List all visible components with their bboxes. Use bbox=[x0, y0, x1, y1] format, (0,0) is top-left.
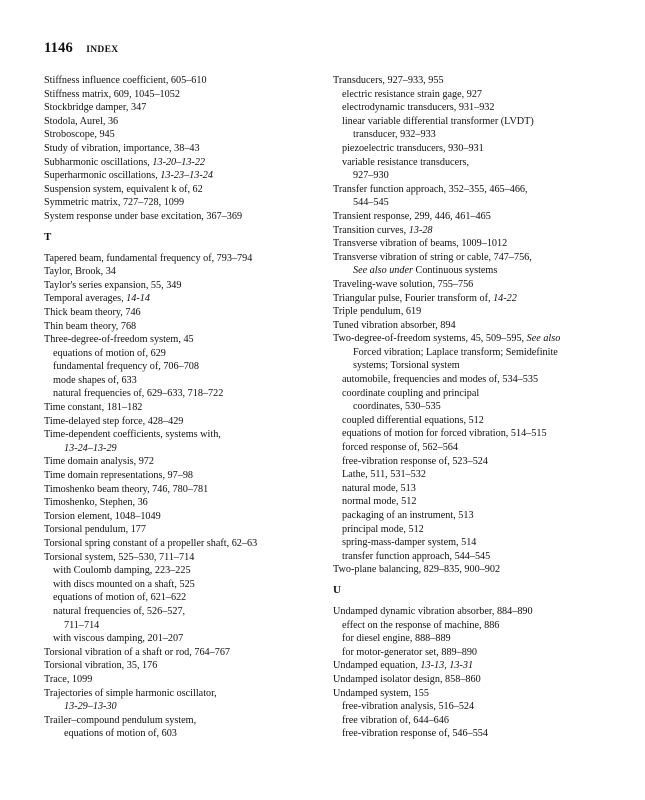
index-entry-text: Symmetric matrix, 727–728, 1099 bbox=[44, 197, 185, 209]
index-entry bbox=[333, 128, 633, 142]
index-entry bbox=[44, 265, 334, 279]
index-entry-text: Stockbridge damper, 347 bbox=[44, 102, 147, 114]
index-entry-text: Stroboscope, 945 bbox=[44, 129, 115, 141]
index-entry bbox=[333, 115, 633, 129]
index-entry-text: variable resistance transducers, bbox=[342, 156, 470, 168]
index-entry bbox=[44, 128, 334, 142]
index-entry bbox=[333, 455, 633, 469]
index-entry bbox=[333, 224, 633, 238]
index-entry-text: Torsional pendulum, 177 bbox=[44, 524, 146, 536]
index-entry bbox=[333, 387, 633, 401]
index-entry bbox=[44, 210, 334, 224]
index-entry bbox=[44, 591, 334, 605]
index-entry-text: coordinates, 530–535 bbox=[353, 401, 441, 413]
index-entry-italic: 13-28 bbox=[408, 224, 433, 236]
index-entry-text: Torsional system, 525–530, 711–714 bbox=[44, 551, 195, 563]
index-entry-text: Two-plane balancing, 829–835, 900–902 bbox=[333, 564, 501, 576]
index-entry-text: with discs mounted on a shaft, 525 bbox=[53, 578, 195, 590]
index-entry-text: free-vibration response of, 546–554 bbox=[342, 728, 488, 740]
index-entry bbox=[44, 564, 334, 578]
index-entry-text: Taylor's series expansion, 55, 349 bbox=[44, 279, 182, 291]
index-entry bbox=[333, 278, 633, 292]
index-entry-text: Thick beam theory, 746 bbox=[44, 306, 141, 318]
index-column-left bbox=[44, 74, 334, 741]
index-entry-text: Triangular pulse, Fourier transform of, bbox=[333, 292, 494, 304]
index-entry-text: Timoshenko, Stephen, 36 bbox=[44, 497, 148, 509]
index-entry bbox=[44, 156, 334, 170]
index-entry-text: transducer, 932–933 bbox=[353, 129, 436, 141]
index-entry-text: Trailer–compound pendulum system, bbox=[44, 714, 197, 726]
index-entry bbox=[44, 360, 334, 374]
index-entry bbox=[333, 509, 633, 523]
index-entry-text: spring-mass-damper system, 514 bbox=[342, 537, 477, 549]
index-entry-text: Forced vibration; Laplace transform; Semidefinite bbox=[353, 346, 558, 358]
index-entry-text: packaging of an instrument, 513 bbox=[342, 510, 474, 521]
index-entry-text: Temporal averages, bbox=[44, 293, 127, 305]
index-entry bbox=[44, 605, 334, 619]
index-entry-text: Transducers, 927–933, 955 bbox=[333, 75, 444, 86]
index-entry bbox=[333, 373, 633, 387]
index-entry-italic: 14-22 bbox=[493, 292, 517, 304]
index-entry-text: electrodynamic transducers, 931–932 bbox=[342, 102, 495, 114]
index-entry-text: with Coulomb damping, 223–225 bbox=[53, 565, 191, 577]
section-letter: U bbox=[333, 583, 341, 596]
index-entry-text: Suspension system, equivalent k of, 62 bbox=[44, 183, 203, 195]
index-entry-text: Transfer function approach, 352–355, 465–466, bbox=[333, 183, 528, 195]
index-entry-text: automobile, frequencies and modes of, 534–535 bbox=[342, 374, 539, 386]
index-entry bbox=[44, 483, 334, 497]
index-entry bbox=[44, 727, 334, 741]
index-entry bbox=[44, 700, 334, 714]
index-entry bbox=[333, 169, 633, 183]
index-entry bbox=[44, 455, 334, 469]
index-entry bbox=[333, 441, 633, 455]
index-column-right bbox=[333, 74, 633, 741]
index-entry-text: Transient response, 299, 446, 461–465 bbox=[333, 210, 491, 222]
index-entry bbox=[333, 414, 633, 428]
index-entry bbox=[44, 347, 334, 361]
index-entry bbox=[333, 251, 633, 265]
index-entry-text: Time-dependent coefficients, systems with, bbox=[44, 429, 221, 441]
index-entry bbox=[44, 578, 334, 592]
index-entry bbox=[44, 292, 334, 306]
page-number: 1146 bbox=[44, 40, 73, 56]
index-entry bbox=[44, 320, 334, 334]
index-entry-text: 927–930 bbox=[353, 170, 389, 182]
index-entry-text: equations of motion of, 629 bbox=[53, 347, 166, 359]
index-entry bbox=[333, 700, 633, 714]
index-entry-text: Triple pendulum, 619 bbox=[333, 306, 422, 318]
index-entry bbox=[333, 468, 633, 482]
index-entry bbox=[44, 279, 334, 293]
index-entry-italic: 14-14 bbox=[126, 293, 150, 305]
index-entry bbox=[333, 319, 633, 333]
index-entry bbox=[44, 306, 334, 320]
index-entry bbox=[333, 292, 633, 306]
index-entry bbox=[333, 210, 633, 224]
index-entry-text: Three-degree-of-freedom system, 45 bbox=[44, 334, 194, 346]
index-entry bbox=[44, 415, 334, 429]
index-entry-text: 711–714 bbox=[64, 619, 100, 631]
index-entry bbox=[333, 727, 633, 741]
index-entry bbox=[44, 659, 334, 673]
index-entry bbox=[333, 183, 633, 197]
index-entry bbox=[44, 619, 334, 633]
index-entry-text: Transition curves, bbox=[333, 224, 409, 236]
index-entry-text: System response under base excitation, 367–369 bbox=[44, 210, 243, 222]
index-entry-text: Torsional vibration of a shaft or rod, 764–767 bbox=[44, 646, 231, 658]
index-entry-text: , bbox=[444, 660, 450, 672]
index-entry-text: Trajectories of simple harmonic oscillator, bbox=[44, 687, 217, 699]
index-entry-text: Tuned vibration absorber, 894 bbox=[333, 319, 456, 331]
index-entry bbox=[333, 427, 633, 441]
running-head: INDEX bbox=[86, 45, 119, 55]
index-entry-text: Two-degree-of-freedom systems, 45, 509–595, bbox=[333, 333, 527, 345]
index-entry bbox=[333, 305, 633, 319]
index-entry bbox=[333, 156, 633, 170]
index-entry-italic: See also under bbox=[353, 265, 413, 277]
index-entry-text: Undamped dynamic vibration absorber, 884–890 bbox=[333, 605, 533, 617]
index-entry-text: Subharmonic oscillations, bbox=[44, 156, 153, 168]
index-entry bbox=[44, 101, 334, 115]
index-entry bbox=[333, 495, 633, 509]
index-entry-text: natural mode, 513 bbox=[342, 482, 416, 494]
index-entry-text: for motor-generator set, 889–890 bbox=[342, 646, 478, 658]
index-entry bbox=[44, 74, 334, 88]
index-entry bbox=[44, 646, 334, 660]
index-entry-text: Time domain analysis, 972 bbox=[44, 456, 154, 468]
index-entry bbox=[333, 523, 633, 537]
index-entry-text: mode shapes of, 633 bbox=[53, 374, 137, 386]
index-entry bbox=[333, 632, 633, 646]
index-entry bbox=[333, 101, 633, 115]
index-entry-italic: 13-23–13-24 bbox=[160, 170, 213, 182]
index-entry-text: free-vibration response of, 523–524 bbox=[342, 455, 488, 467]
index-entry bbox=[44, 469, 334, 483]
index-entry bbox=[333, 400, 633, 414]
index-entry bbox=[44, 252, 334, 266]
index-entry-text: equations of motion for forced vibration, 514–515 bbox=[342, 428, 547, 440]
index-entry bbox=[44, 632, 334, 646]
index-entry-text: Study of vibration, importance, 38–43 bbox=[44, 142, 200, 154]
index-entry-text: fundamental frequency of, 706–708 bbox=[53, 361, 199, 373]
index-entry-text: transfer function approach, 544–545 bbox=[342, 550, 491, 562]
index-entry-text: Continuous systems bbox=[412, 265, 498, 277]
index-entry bbox=[333, 88, 633, 102]
index-entry-text: principal mode, 512 bbox=[342, 523, 424, 535]
index-entry-text: Timoshenko beam theory, 746, 780–781 bbox=[44, 483, 209, 495]
index-entry bbox=[44, 387, 334, 401]
index-entry bbox=[44, 169, 334, 183]
index-entry bbox=[44, 115, 334, 129]
index-entry-italic: See also bbox=[526, 333, 561, 345]
index-entry bbox=[333, 332, 633, 346]
index-entry-text: for diesel engine, 888–889 bbox=[342, 633, 451, 645]
index-entry bbox=[333, 536, 633, 550]
index-entry-text: Time-delayed step force, 428–429 bbox=[44, 415, 184, 427]
index-entry-text: with viscous damping, 201–207 bbox=[53, 633, 184, 645]
index-entry-text: Taylor, Brook, 34 bbox=[44, 266, 116, 278]
index-entry bbox=[44, 537, 334, 551]
index-entry bbox=[333, 673, 633, 687]
index-entry-text: Time constant, 181–182 bbox=[44, 402, 143, 414]
index-entry bbox=[333, 659, 633, 673]
index-entry-text: coupled differential equations, 512 bbox=[342, 414, 484, 426]
index-entry-italic: 13-29–13-30 bbox=[64, 701, 117, 713]
index-entry-text: Undamped system, 155 bbox=[333, 687, 429, 699]
index-entry-text: piezoelectric transducers, 930–931 bbox=[342, 142, 484, 154]
index-entry-text: Traveling-wave solution, 755–756 bbox=[333, 278, 474, 290]
index-entry-text: Transverse vibration of beams, 1009–1012 bbox=[333, 238, 508, 250]
index-entry-text: Stiffness influence coefficient, 605–610 bbox=[44, 75, 207, 86]
index-entry bbox=[333, 359, 633, 373]
index-entry-text: free vibration of, 644–646 bbox=[342, 714, 449, 726]
index-entry-italic: 13-13 bbox=[420, 660, 445, 672]
index-entry-text: Transverse vibration of string or cable, 747–756, bbox=[333, 251, 532, 263]
index-entry bbox=[333, 196, 633, 210]
index-entry-text: Tapered beam, fundamental frequency of, 793–794 bbox=[44, 252, 253, 264]
index-entry bbox=[44, 442, 334, 456]
index-entry-text: Stodola, Aurel, 36 bbox=[44, 115, 119, 127]
index-entry bbox=[44, 523, 334, 537]
index-entry bbox=[44, 88, 334, 102]
index-entry bbox=[44, 510, 334, 524]
index-entry-text: Lathe, 511, 531–532 bbox=[342, 469, 426, 481]
index-entry bbox=[333, 646, 633, 660]
index-entry-text: normal mode, 512 bbox=[342, 496, 417, 508]
index-entry bbox=[44, 374, 334, 388]
index-entry-text: electric resistance strain gage, 927 bbox=[342, 88, 483, 100]
index-entry-text: natural frequencies of, 629–633, 718–722 bbox=[53, 388, 224, 400]
index-entry bbox=[333, 237, 633, 251]
index-entry bbox=[333, 142, 633, 156]
index-entry bbox=[44, 401, 334, 415]
index-entry-text: Superharmonic oscillations, bbox=[44, 170, 161, 182]
index-entry bbox=[44, 673, 334, 687]
index-entry bbox=[44, 333, 334, 347]
section-letter: T bbox=[44, 230, 52, 243]
index-entry bbox=[44, 687, 334, 701]
index-entry bbox=[333, 264, 633, 278]
index-entry-text: Time domain representations, 97–98 bbox=[44, 470, 194, 482]
index-entry bbox=[44, 142, 334, 156]
index-entry bbox=[44, 714, 334, 728]
index-entry-text: Torsion element, 1048–1049 bbox=[44, 510, 161, 522]
index-entry-text: forced response of, 562–564 bbox=[342, 442, 458, 454]
index-entry bbox=[333, 74, 633, 88]
index-entry bbox=[333, 550, 633, 564]
index-entry bbox=[333, 605, 633, 619]
index-entry bbox=[333, 563, 633, 577]
index-entry-text: free-vibration analysis, 516–524 bbox=[342, 701, 475, 713]
index-entry-text: equations of motion of, 621–622 bbox=[53, 592, 187, 604]
index-entry bbox=[333, 482, 633, 496]
index-entry-text: linear variable differential transformer (LVDT) bbox=[342, 115, 534, 127]
index-entry-text: effect on the response of machine, 886 bbox=[342, 619, 500, 631]
index-entry-italic: 13-24–13-29 bbox=[64, 442, 117, 454]
index-entry-text: Stiffness matrix, 609, 1045–1052 bbox=[44, 88, 180, 100]
index-entry bbox=[44, 428, 334, 442]
index-entry-text: equations of motion of, 603 bbox=[64, 728, 177, 740]
index-entry bbox=[333, 714, 633, 728]
index-entry-text: Torsional vibration, 35, 176 bbox=[44, 660, 158, 672]
index-entry-text: systems; Torsional system bbox=[353, 360, 460, 372]
index-entry-text: Undamped isolator design, 858–860 bbox=[333, 673, 481, 685]
index-entry bbox=[333, 687, 633, 701]
index-entry bbox=[333, 619, 633, 633]
index-entry-italic: 13-20–13-22 bbox=[152, 156, 206, 168]
index-entry-text: natural frequencies of, 526–527, bbox=[53, 605, 186, 617]
index-entry-italic: 13-31 bbox=[449, 660, 474, 672]
index-entry bbox=[44, 496, 334, 510]
index-entry bbox=[333, 346, 633, 360]
index-entry-text: 544–545 bbox=[353, 197, 389, 209]
index-entry-text: coordinate coupling and principal bbox=[342, 387, 480, 399]
index-entry-text: Torsional spring constant of a propeller shaft, 62–63 bbox=[44, 538, 258, 549]
index-entry-text: Undamped equation, bbox=[333, 660, 421, 672]
index-entry-text: Thin beam theory, 768 bbox=[44, 320, 137, 332]
index-entry bbox=[44, 183, 334, 197]
index-entry-text: Trace, 1099 bbox=[44, 673, 93, 685]
page-header bbox=[44, 40, 118, 57]
index-entry bbox=[44, 196, 334, 210]
index-entry bbox=[44, 551, 334, 565]
